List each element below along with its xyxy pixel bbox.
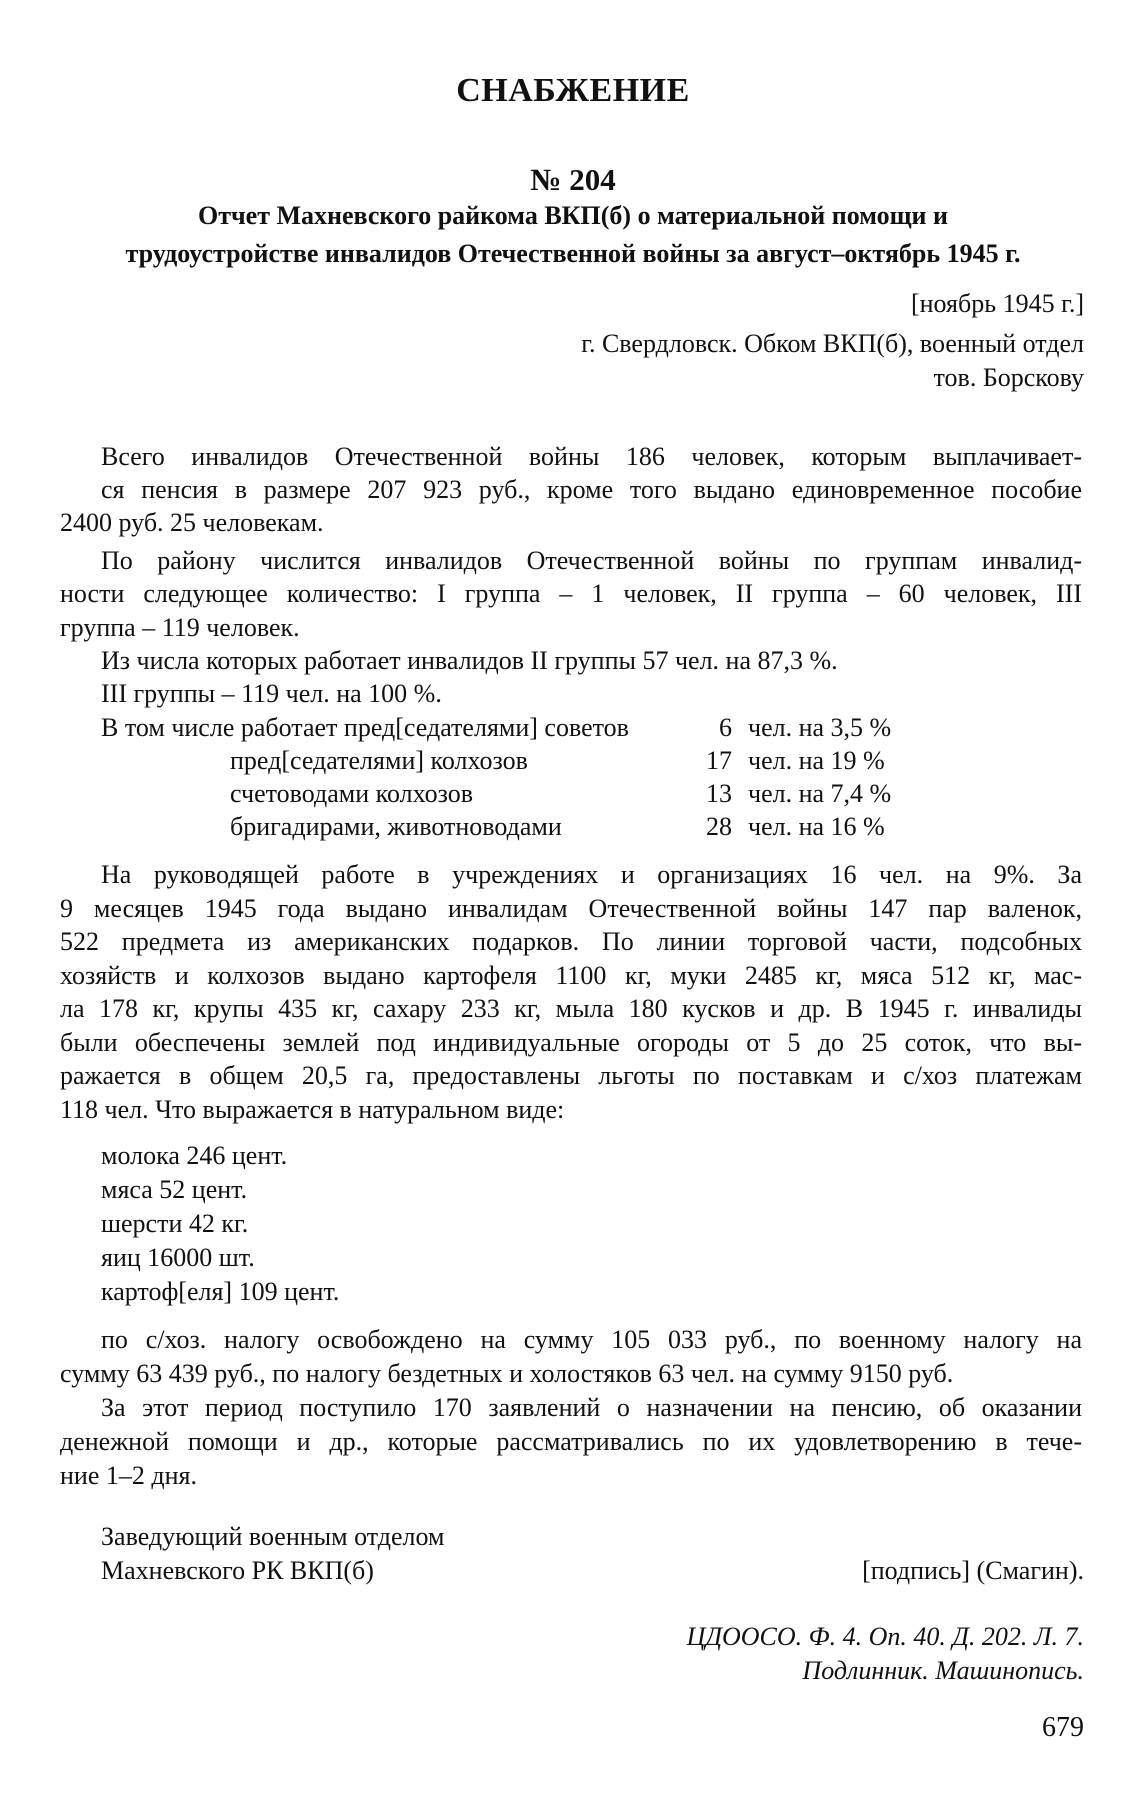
paragraph-line: группа – 119 человек. — [60, 613, 300, 642]
signature-position: Заведующий военным отделом — [101, 1522, 445, 1551]
employment-label: счетоводами колхозов — [230, 779, 473, 808]
employment-percent: чел. на 19 % — [748, 746, 885, 775]
paragraph-line: ла 178 кг, крупы 435 кг, сахару 233 кг, мыла 180 кусков и др. В 1945 г. инвалиды — [60, 994, 1082, 1023]
paragraph-line: По району числится инвалидов Отечественной войны по группам инвалид- — [101, 546, 1082, 575]
employment-percent: чел. на 16 % — [748, 812, 885, 841]
paragraph-line: сумму 63 439 руб., по налогу бездетных и холостяков 63 чел. на сумму 9150 руб. — [60, 1359, 954, 1388]
employment-count: 13 — [706, 779, 732, 808]
archive-reference: ЦДООСО. Ф. 4. Оп. 40. Д. 202. Л. 7. — [686, 1622, 1084, 1651]
paragraph-line: по с/хоз. налогу освобождено на сумму 105 033 руб., по военному налогу на — [101, 1325, 1082, 1354]
paragraph-line: За этот период поступило 170 заявлений о назначении на пенсию, об оказании — [101, 1393, 1082, 1422]
signature-organization: Махневского РК ВКП(б) — [101, 1556, 374, 1585]
document-number: № 204 — [530, 162, 616, 197]
employment-label: В том числе работает пред[седателями] советов — [101, 713, 629, 742]
employment-label: пред[седателями] колхозов — [230, 746, 528, 775]
list-item: шерсти 42 кг. — [101, 1209, 249, 1238]
list-item: картоф[еля] 109 цент. — [101, 1277, 340, 1306]
document-date: [ноябрь 1945 г.] — [910, 289, 1084, 318]
paragraph-line: ся пенсия в размере 207 923 руб., кроме того выдано единовременное пособие — [101, 475, 1082, 504]
paragraph-line: Всего инвалидов Отечественной войны 186 человек, которым выплачивает- — [101, 442, 1082, 471]
paragraph-line: ние 1–2 дня. — [60, 1461, 197, 1490]
addressee-line-1: г. Свердловск. Обком ВКП(б), военный отдел — [581, 329, 1084, 358]
employment-count: 28 — [706, 812, 732, 841]
document-title-line-1: Отчет Махневского райкома ВКП(б) о материальной помощи и — [198, 201, 948, 230]
page-number: 679 — [1042, 1712, 1084, 1743]
paragraph-line: Из числа которых работает инвалидов II группы 57 чел. на 87,3 %. — [101, 646, 838, 675]
addressee-line-2: тов. Борскову — [933, 363, 1084, 392]
paragraph-line: На руководящей работе в учреждениях и организациях 16 чел. на 9%. За — [101, 860, 1082, 889]
paragraph-line: III группы – 119 чел. на 100 %. — [101, 679, 442, 708]
paragraph-line: хозяйств и колхозов выдано картофеля 1100 кг, муки 2485 кг, мяса 512 кг, мас- — [60, 961, 1082, 990]
source-note: Подлинник. Машинопись. — [802, 1656, 1084, 1685]
employment-count: 6 — [719, 713, 732, 742]
paragraph-line: 522 предмета из американских подарков. По линии торговой части, подсобных — [60, 927, 1082, 956]
paragraph-line: ности следующее количество: I группа – 1 человек, II группа – 60 человек, III — [60, 579, 1082, 608]
list-item: яиц 16000 шт. — [101, 1243, 255, 1272]
paragraph-line: 2400 руб. 25 человекам. — [60, 508, 324, 537]
employment-label: бригадирами, животноводами — [230, 812, 562, 841]
section-title: СНАБЖЕНИЕ — [456, 72, 690, 109]
list-item: молока 246 цент. — [101, 1141, 288, 1170]
paragraph-line: 118 чел. Что выражается в натуральном виде: — [60, 1095, 565, 1124]
paragraph-line: были обеспечены землей под индивидуальные огороды от 5 до 25 соток, что вы- — [60, 1028, 1082, 1057]
employment-percent: чел. на 3,5 % — [748, 713, 892, 742]
employment-percent: чел. на 7,4 % — [748, 779, 892, 808]
employment-count: 17 — [706, 746, 732, 775]
document-title-line-2: трудоустройстве инвалидов Отечественной войны за август–октябрь 1945 г. — [125, 239, 1021, 268]
signature-signed: [подпись] (Смагин). — [862, 1556, 1084, 1585]
paragraph-line: 9 месяцев 1945 года выдано инвалидам Отечественной войны 147 пар валенок, — [60, 894, 1082, 923]
list-item: мяса 52 цент. — [101, 1175, 248, 1204]
paragraph-line: денежной помощи и др., которые рассматривались по их удовлетворению в тече- — [60, 1427, 1082, 1456]
paragraph-line: ражается в общем 20,5 га, предоставлены льготы по поставкам и с/хоз платежам — [60, 1061, 1082, 1090]
